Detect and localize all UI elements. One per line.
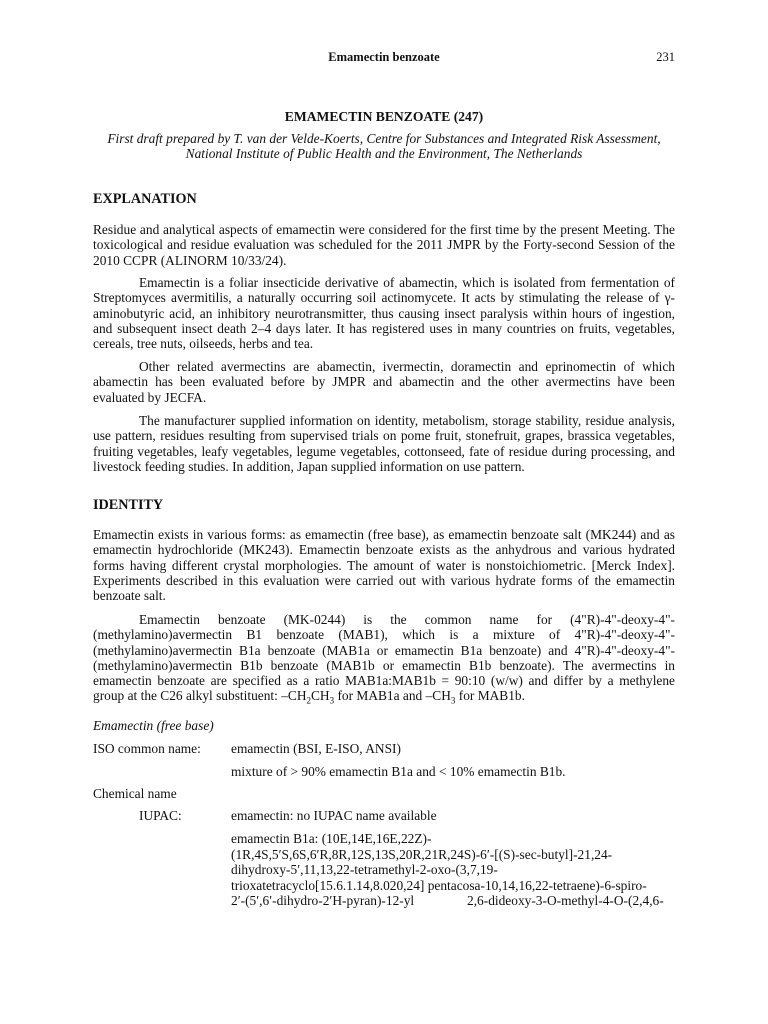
iupac-value-b1a-line-4: trioxatetracyclo[15.6.1.14,8.020,24] pentacosa-10,14,16,22-tetraene)-6-spiro- xyxy=(231,878,647,893)
iupac-value-b1a-line-5 xyxy=(231,893,675,908)
iupac-value-b1a-line-2: (1R,4S,5′S,6S,6′R,8R,12S,13S,20R,21R,24S)-6′-[(S)-sec-butyl]-21,24- xyxy=(231,847,613,862)
subscript-2: 2 xyxy=(306,696,311,707)
iupac-value-b1a-line-5a: 2′-(5′,6′-dihydro-2′H-pyran)-12-yl xyxy=(231,893,415,908)
iso-common-name-label: ISO common name: xyxy=(93,741,201,756)
chemical-name-label: Chemical name xyxy=(93,786,177,801)
iupac-value-b1a-line-3: dihydroxy-5′,11,13,22-tetramethyl-2-oxo-(3,7,19- xyxy=(231,862,498,877)
iupac-value-emamectin: emamectin: no IUPAC name available xyxy=(231,808,437,823)
document-title: EMAMECTIN BENZOATE (247) xyxy=(284,109,484,124)
identity-paragraph-2-text-a: Emamectin benzoate (MK-0244) is the common name for (4"R)-4"-deoxy-4"-(methylamino)avermectin B1 benzoate (MAB1), which is a mixture of 4"R)-4"-deoxy-4"-(methylamino)avermectin B1a benzoate (MAB1a or emamectin B1a benzoate) and 4"R)-4"-deoxy-4"-(methylamino)avermectin B1b benzoate (MAB1b or emamectin B1b benzoate). The avermectins in emamectin benzoate are specified as a ratio MAB1a:MAB1b = 90:10 (w/w) and differ by a methylene group at the C26 alkyl substituent: –CH xyxy=(93,612,675,704)
explanation-paragraph-3: Other related avermectins are abamectin, ivermectin, doramectin and eprinomectin of which abamectin has been evaluated before by JMPR and abamectin and the other avermectins have been evaluated by JECFA. xyxy=(93,359,675,405)
iupac-value-b1a-line-5b: 2,6-dideoxy-3-O-methyl-4-O-(2,4,6- xyxy=(467,893,664,908)
iupac-label: IUPAC: xyxy=(139,808,182,823)
subscript-3a: 3 xyxy=(329,696,335,707)
subscript-3b: 3 xyxy=(450,696,456,707)
identity-paragraph-2-text-c: for MAB1a and –CH xyxy=(334,688,451,704)
identity-paragraph-1: Emamectin exists in various forms: as emamectin (free base), as emamectin benzoate salt (MK244) and as emamectin hydrochloride (MK243). Emamectin benzoate exists as the anhydrous and various hydrated forms having different crystal morphologies. The amount of water is nonstoichiometric. [Merck Index]. Experiments described in this evaluation were carried out with various hydrate forms of the emamectin benzoate salt. xyxy=(93,527,675,604)
identity-paragraph-2-text-d: for MAB1b. xyxy=(455,688,525,704)
iso-common-name-mixture: mixture of > 90% emamectin B1a and < 10% emamectin B1b. xyxy=(231,764,566,779)
identity-paragraph-2-text-b: CH xyxy=(311,688,330,704)
identity-heading: IDENTITY xyxy=(93,497,164,513)
iupac-value-b1a-line-1: emamectin B1a: (10E,14E,16E,22Z)- xyxy=(231,831,432,846)
identity-paragraph-2 xyxy=(93,612,675,707)
explanation-paragraph-1: Residue and analytical aspects of emamectin were considered for the first time by the present Meeting. The toxicological and residue evaluation was scheduled for the 2011 JMPR by the Forty-second Session of the 2010 CCPR (ALINORM 10/33/24). xyxy=(93,222,675,268)
explanation-heading: EXPLANATION xyxy=(93,191,197,207)
explanation-paragraph-4: The manufacturer supplied information on identity, metabolism, storage stability, residue analysis, use pattern, residues resulting from supervised trials on pome fruit, stonefruit, grapes, brassica vegetables, fruiting vegetables, leafy vegetables, legume vegetables, cottonseed, fate of residue during processing, and livestock feeding studies. In addition, Japan supplied information on use pattern. xyxy=(93,413,675,474)
iso-common-name-value: emamectin (BSI, E-ISO, ANSI) xyxy=(231,741,401,756)
running-title: Emamectin benzoate xyxy=(328,50,440,64)
running-head xyxy=(93,50,675,66)
explanation-paragraph-2: Emamectin is a foliar insecticide derivative of abamectin, which is isolated from fermentation of Streptomyces avermitilis, a naturally occurring soil actinomycete. It acts by stimulating the release of γ-aminobutyric acid, an inhibitory neurotransmitter, thus causing insect paralysis within hours of ingestion, and subsequent insect death 2–4 days later. It has registered uses in many countries on fruits, vegetables, cereals, tree nuts, oilseeds, herbs and tea. xyxy=(93,275,675,352)
free-base-subheading: Emamectin (free base) xyxy=(93,718,214,733)
page-number: 231 xyxy=(656,50,675,64)
byline: First draft prepared by T. van der Velde-Koerts, Centre for Substances and Integrated Risk Assessment, National Institute of Public Health and the Environment, The Netherlands xyxy=(107,131,661,162)
